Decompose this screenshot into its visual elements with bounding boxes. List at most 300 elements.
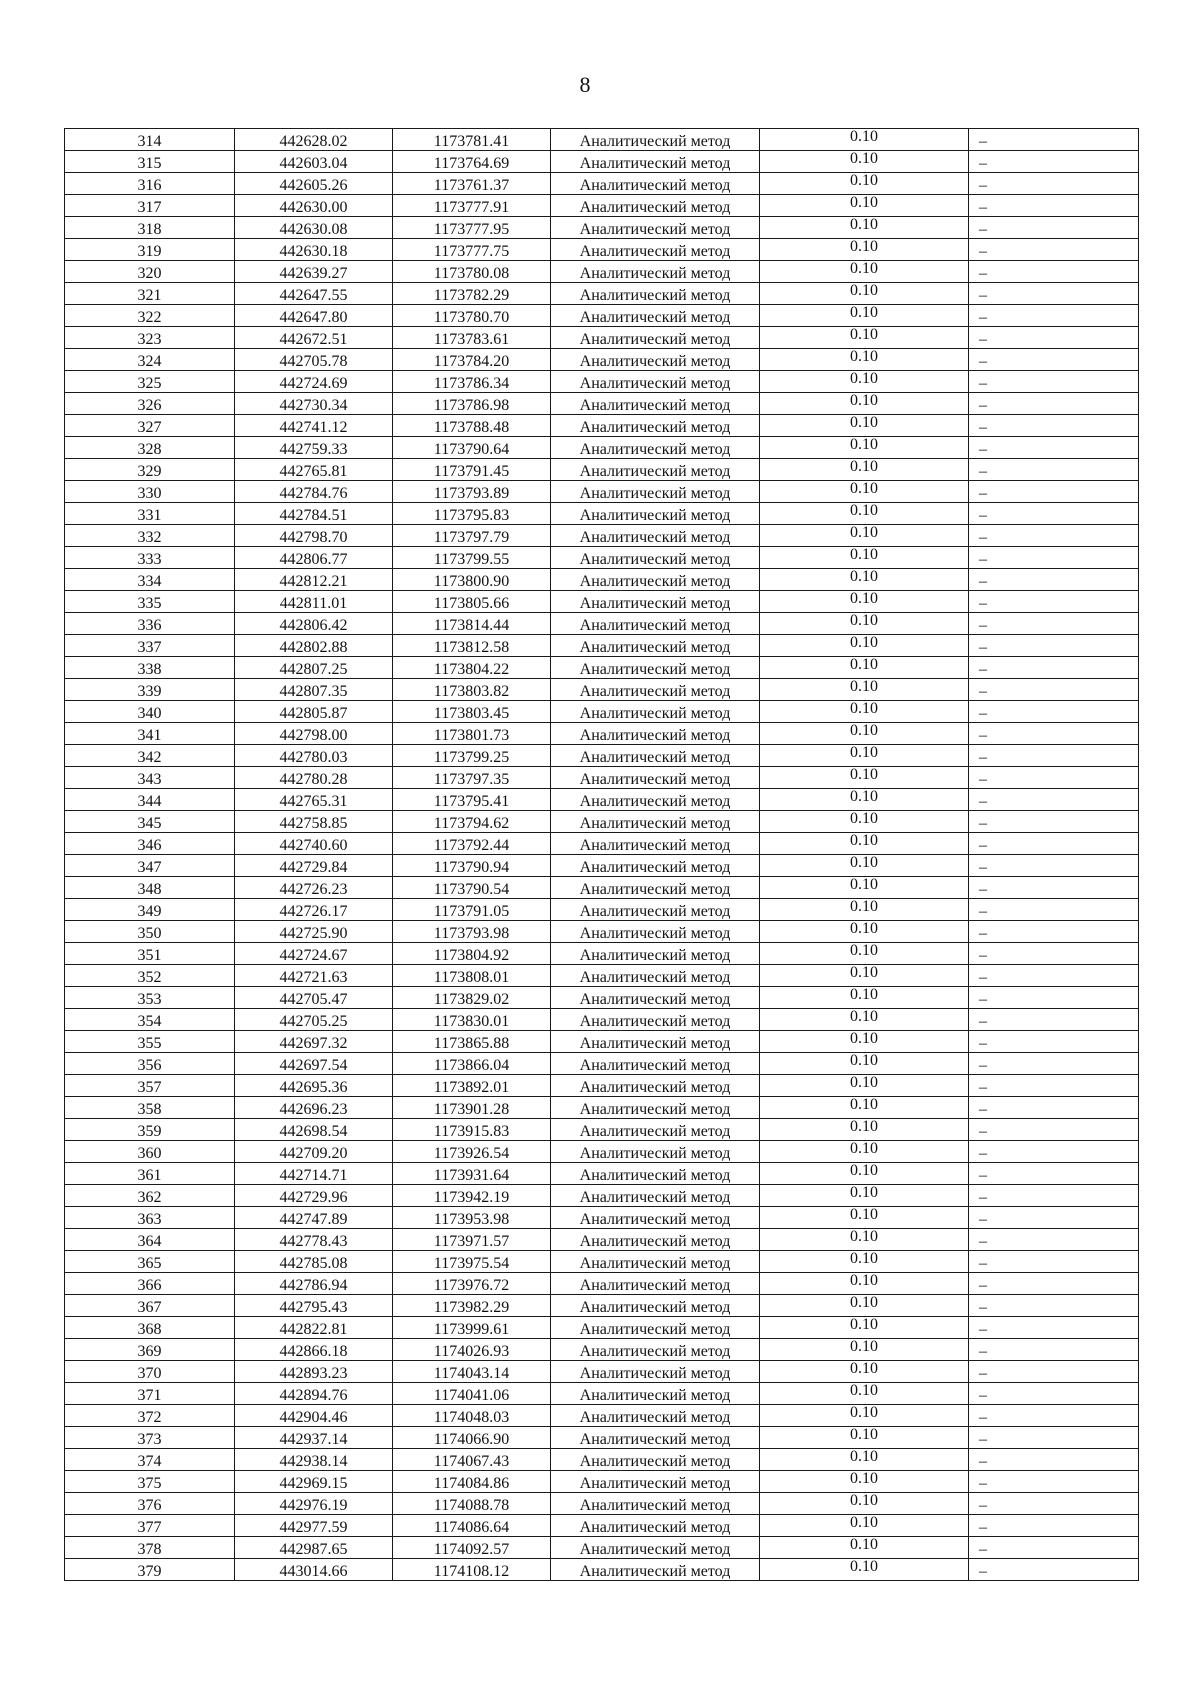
note-cell: – xyxy=(969,855,1139,877)
accuracy-cell: 0.10 xyxy=(760,679,969,701)
x-coordinate-cell: 442603.04 xyxy=(235,151,393,173)
note-cell: – xyxy=(969,613,1139,635)
note-cell: – xyxy=(969,1339,1139,1361)
point-number-cell: 346 xyxy=(65,833,235,855)
accuracy-cell: 0.10 xyxy=(760,547,969,569)
table-row xyxy=(65,393,1139,415)
y-coordinate-cell: 1173866.04 xyxy=(393,1053,551,1075)
point-number-cell: 333 xyxy=(65,547,235,569)
note-cell: – xyxy=(969,921,1139,943)
y-coordinate-cell: 1173791.45 xyxy=(393,459,551,481)
accuracy-cell: 0.10 xyxy=(760,1559,969,1581)
table-row xyxy=(65,195,1139,217)
accuracy-cell: 0.10 xyxy=(760,943,969,965)
x-coordinate-cell: 442758.85 xyxy=(235,811,393,833)
y-coordinate-cell: 1173865.88 xyxy=(393,1031,551,1053)
accuracy-cell: 0.10 xyxy=(760,1471,969,1493)
accuracy-cell: 0.10 xyxy=(760,349,969,371)
point-number-cell: 314 xyxy=(65,129,235,151)
method-cell: Аналитический метод xyxy=(551,547,760,569)
x-coordinate-cell: 442805.87 xyxy=(235,701,393,723)
x-coordinate-cell: 442630.00 xyxy=(235,195,393,217)
y-coordinate-cell: 1173892.01 xyxy=(393,1075,551,1097)
method-cell: Аналитический метод xyxy=(551,1053,760,1075)
x-coordinate-cell: 442798.70 xyxy=(235,525,393,547)
table-row xyxy=(65,987,1139,1009)
point-number-cell: 338 xyxy=(65,657,235,679)
note-cell: – xyxy=(969,1163,1139,1185)
point-number-cell: 343 xyxy=(65,767,235,789)
table-row xyxy=(65,1339,1139,1361)
y-coordinate-cell: 1173795.41 xyxy=(393,789,551,811)
table-row xyxy=(65,1405,1139,1427)
accuracy-cell: 0.10 xyxy=(760,635,969,657)
point-number-cell: 377 xyxy=(65,1515,235,1537)
note-cell: – xyxy=(969,1449,1139,1471)
table-row xyxy=(65,877,1139,899)
method-cell: Аналитический метод xyxy=(551,371,760,393)
method-cell: Аналитический метод xyxy=(551,239,760,261)
accuracy-cell: 0.10 xyxy=(760,965,969,987)
accuracy-cell: 0.10 xyxy=(760,1537,969,1559)
point-number-cell: 355 xyxy=(65,1031,235,1053)
x-coordinate-cell: 442696.23 xyxy=(235,1097,393,1119)
x-coordinate-cell: 443014.66 xyxy=(235,1559,393,1581)
x-coordinate-cell: 442786.94 xyxy=(235,1273,393,1295)
y-coordinate-cell: 1173901.28 xyxy=(393,1097,551,1119)
point-number-cell: 369 xyxy=(65,1339,235,1361)
y-coordinate-cell: 1173761.37 xyxy=(393,173,551,195)
x-coordinate-cell: 442726.17 xyxy=(235,899,393,921)
y-coordinate-cell: 1173781.41 xyxy=(393,129,551,151)
table-row xyxy=(65,1141,1139,1163)
point-number-cell: 363 xyxy=(65,1207,235,1229)
point-number-cell: 354 xyxy=(65,1009,235,1031)
method-cell: Аналитический метод xyxy=(551,217,760,239)
accuracy-cell: 0.10 xyxy=(760,151,969,173)
accuracy-cell: 0.10 xyxy=(760,1295,969,1317)
point-number-cell: 378 xyxy=(65,1537,235,1559)
point-number-cell: 379 xyxy=(65,1559,235,1581)
accuracy-cell: 0.10 xyxy=(760,195,969,217)
x-coordinate-cell: 442976.19 xyxy=(235,1493,393,1515)
x-coordinate-cell: 442894.76 xyxy=(235,1383,393,1405)
y-coordinate-cell: 1173808.01 xyxy=(393,965,551,987)
note-cell: – xyxy=(969,217,1139,239)
method-cell: Аналитический метод xyxy=(551,327,760,349)
accuracy-cell: 0.10 xyxy=(760,899,969,921)
note-cell: – xyxy=(969,1031,1139,1053)
table-row xyxy=(65,547,1139,569)
x-coordinate-cell: 442726.23 xyxy=(235,877,393,899)
point-number-cell: 366 xyxy=(65,1273,235,1295)
x-coordinate-cell: 442802.88 xyxy=(235,635,393,657)
table-row xyxy=(65,657,1139,679)
method-cell: Аналитический метод xyxy=(551,283,760,305)
note-cell: – xyxy=(969,173,1139,195)
table-row xyxy=(65,459,1139,481)
x-coordinate-cell: 442714.71 xyxy=(235,1163,393,1185)
point-number-cell: 370 xyxy=(65,1361,235,1383)
table-row xyxy=(65,569,1139,591)
method-cell: Аналитический метод xyxy=(551,349,760,371)
table-row xyxy=(65,943,1139,965)
note-cell: – xyxy=(969,1405,1139,1427)
note-cell: – xyxy=(969,349,1139,371)
note-cell: – xyxy=(969,261,1139,283)
note-cell: – xyxy=(969,1207,1139,1229)
note-cell: – xyxy=(969,1427,1139,1449)
method-cell: Аналитический метод xyxy=(551,1185,760,1207)
accuracy-cell: 0.10 xyxy=(760,1119,969,1141)
accuracy-cell: 0.10 xyxy=(760,745,969,767)
method-cell: Аналитический метод xyxy=(551,1207,760,1229)
method-cell: Аналитический метод xyxy=(551,679,760,701)
x-coordinate-cell: 442605.26 xyxy=(235,173,393,195)
method-cell: Аналитический метод xyxy=(551,1273,760,1295)
note-cell: – xyxy=(969,877,1139,899)
note-cell: – xyxy=(969,723,1139,745)
method-cell: Аналитический метод xyxy=(551,129,760,151)
x-coordinate-cell: 442795.43 xyxy=(235,1295,393,1317)
method-cell: Аналитический метод xyxy=(551,393,760,415)
note-cell: – xyxy=(969,371,1139,393)
table-row xyxy=(65,261,1139,283)
note-cell: – xyxy=(969,305,1139,327)
method-cell: Аналитический метод xyxy=(551,261,760,283)
note-cell: – xyxy=(969,459,1139,481)
note-cell: – xyxy=(969,129,1139,151)
x-coordinate-cell: 442647.55 xyxy=(235,283,393,305)
point-number-cell: 348 xyxy=(65,877,235,899)
table-row xyxy=(65,1251,1139,1273)
accuracy-cell: 0.10 xyxy=(760,1251,969,1273)
accuracy-cell: 0.10 xyxy=(760,1515,969,1537)
table-row xyxy=(65,239,1139,261)
y-coordinate-cell: 1173780.08 xyxy=(393,261,551,283)
x-coordinate-cell: 442709.20 xyxy=(235,1141,393,1163)
point-number-cell: 332 xyxy=(65,525,235,547)
y-coordinate-cell: 1173814.44 xyxy=(393,613,551,635)
accuracy-cell: 0.10 xyxy=(760,1141,969,1163)
table-row xyxy=(65,1427,1139,1449)
x-coordinate-cell: 442765.81 xyxy=(235,459,393,481)
method-cell: Аналитический метод xyxy=(551,613,760,635)
point-number-cell: 325 xyxy=(65,371,235,393)
table-row xyxy=(65,327,1139,349)
note-cell: – xyxy=(969,1185,1139,1207)
accuracy-cell: 0.10 xyxy=(760,1317,969,1339)
y-coordinate-cell: 1173804.92 xyxy=(393,943,551,965)
x-coordinate-cell: 442785.08 xyxy=(235,1251,393,1273)
table-row xyxy=(65,701,1139,723)
y-coordinate-cell: 1173782.29 xyxy=(393,283,551,305)
method-cell: Аналитический метод xyxy=(551,1449,760,1471)
point-number-cell: 375 xyxy=(65,1471,235,1493)
method-cell: Аналитический метод xyxy=(551,1383,760,1405)
y-coordinate-cell: 1173784.20 xyxy=(393,349,551,371)
point-number-cell: 323 xyxy=(65,327,235,349)
accuracy-cell: 0.10 xyxy=(760,921,969,943)
x-coordinate-cell: 442784.76 xyxy=(235,481,393,503)
x-coordinate-cell: 442977.59 xyxy=(235,1515,393,1537)
accuracy-cell: 0.10 xyxy=(760,657,969,679)
method-cell: Аналитический метод xyxy=(551,635,760,657)
method-cell: Аналитический метод xyxy=(551,151,760,173)
y-coordinate-cell: 1173982.29 xyxy=(393,1295,551,1317)
y-coordinate-cell: 1173791.05 xyxy=(393,899,551,921)
x-coordinate-cell: 442741.12 xyxy=(235,415,393,437)
table-row xyxy=(65,1119,1139,1141)
method-cell: Аналитический метод xyxy=(551,1031,760,1053)
x-coordinate-cell: 442759.33 xyxy=(235,437,393,459)
accuracy-cell: 0.10 xyxy=(760,877,969,899)
accuracy-cell: 0.10 xyxy=(760,261,969,283)
table-row xyxy=(65,283,1139,305)
point-number-cell: 357 xyxy=(65,1075,235,1097)
y-coordinate-cell: 1173803.45 xyxy=(393,701,551,723)
accuracy-cell: 0.10 xyxy=(760,1449,969,1471)
table-row xyxy=(65,1207,1139,1229)
table-row xyxy=(65,1537,1139,1559)
point-number-cell: 360 xyxy=(65,1141,235,1163)
accuracy-cell: 0.10 xyxy=(760,1427,969,1449)
table-row xyxy=(65,899,1139,921)
table-row xyxy=(65,305,1139,327)
note-cell: – xyxy=(969,1119,1139,1141)
x-coordinate-cell: 442639.27 xyxy=(235,261,393,283)
note-cell: – xyxy=(969,569,1139,591)
note-cell: – xyxy=(969,1383,1139,1405)
x-coordinate-cell: 442724.69 xyxy=(235,371,393,393)
method-cell: Аналитический метод xyxy=(551,1097,760,1119)
point-number-cell: 373 xyxy=(65,1427,235,1449)
x-coordinate-cell: 442740.60 xyxy=(235,833,393,855)
method-cell: Аналитический метод xyxy=(551,1119,760,1141)
x-coordinate-cell: 442866.18 xyxy=(235,1339,393,1361)
point-number-cell: 347 xyxy=(65,855,235,877)
note-cell: – xyxy=(969,701,1139,723)
x-coordinate-cell: 442630.08 xyxy=(235,217,393,239)
note-cell: – xyxy=(969,1493,1139,1515)
method-cell: Аналитический метод xyxy=(551,1251,760,1273)
note-cell: – xyxy=(969,1075,1139,1097)
x-coordinate-cell: 442698.54 xyxy=(235,1119,393,1141)
method-cell: Аналитический метод xyxy=(551,657,760,679)
table-row xyxy=(65,1383,1139,1405)
method-cell: Аналитический метод xyxy=(551,459,760,481)
y-coordinate-cell: 1173971.57 xyxy=(393,1229,551,1251)
method-cell: Аналитический метод xyxy=(551,921,760,943)
note-cell: – xyxy=(969,1053,1139,1075)
y-coordinate-cell: 1173800.90 xyxy=(393,569,551,591)
note-cell: – xyxy=(969,1097,1139,1119)
table-row xyxy=(65,1053,1139,1075)
note-cell: – xyxy=(969,811,1139,833)
x-coordinate-cell: 442628.02 xyxy=(235,129,393,151)
table-row xyxy=(65,745,1139,767)
x-coordinate-cell: 442806.77 xyxy=(235,547,393,569)
point-number-cell: 372 xyxy=(65,1405,235,1427)
y-coordinate-cell: 1173777.95 xyxy=(393,217,551,239)
x-coordinate-cell: 442647.80 xyxy=(235,305,393,327)
accuracy-cell: 0.10 xyxy=(760,239,969,261)
x-coordinate-cell: 442780.28 xyxy=(235,767,393,789)
table-row xyxy=(65,415,1139,437)
coordinates-table xyxy=(64,128,1139,1581)
point-number-cell: 315 xyxy=(65,151,235,173)
point-number-cell: 368 xyxy=(65,1317,235,1339)
y-coordinate-cell: 1173795.83 xyxy=(393,503,551,525)
table-row xyxy=(65,151,1139,173)
y-coordinate-cell: 1173793.98 xyxy=(393,921,551,943)
point-number-cell: 350 xyxy=(65,921,235,943)
y-coordinate-cell: 1174026.93 xyxy=(393,1339,551,1361)
note-cell: – xyxy=(969,327,1139,349)
accuracy-cell: 0.10 xyxy=(760,613,969,635)
y-coordinate-cell: 1173788.48 xyxy=(393,415,551,437)
x-coordinate-cell: 442798.00 xyxy=(235,723,393,745)
note-cell: – xyxy=(969,987,1139,1009)
note-cell: – xyxy=(969,1141,1139,1163)
y-coordinate-cell: 1173786.34 xyxy=(393,371,551,393)
x-coordinate-cell: 442630.18 xyxy=(235,239,393,261)
table-row xyxy=(65,591,1139,613)
accuracy-cell: 0.10 xyxy=(760,305,969,327)
point-number-cell: 341 xyxy=(65,723,235,745)
method-cell: Аналитический метод xyxy=(551,1229,760,1251)
method-cell: Аналитический метод xyxy=(551,305,760,327)
accuracy-cell: 0.10 xyxy=(760,1361,969,1383)
point-number-cell: 349 xyxy=(65,899,235,921)
y-coordinate-cell: 1174088.78 xyxy=(393,1493,551,1515)
x-coordinate-cell: 442730.34 xyxy=(235,393,393,415)
note-cell: – xyxy=(969,283,1139,305)
point-number-cell: 336 xyxy=(65,613,235,635)
method-cell: Аналитический метод xyxy=(551,811,760,833)
accuracy-cell: 0.10 xyxy=(760,371,969,393)
x-coordinate-cell: 442969.15 xyxy=(235,1471,393,1493)
method-cell: Аналитический метод xyxy=(551,1537,760,1559)
method-cell: Аналитический метод xyxy=(551,745,760,767)
method-cell: Аналитический метод xyxy=(551,173,760,195)
table-row xyxy=(65,1361,1139,1383)
method-cell: Аналитический метод xyxy=(551,525,760,547)
table-row xyxy=(65,965,1139,987)
y-coordinate-cell: 1173780.70 xyxy=(393,305,551,327)
method-cell: Аналитический метод xyxy=(551,767,760,789)
accuracy-cell: 0.10 xyxy=(760,217,969,239)
y-coordinate-cell: 1173792.44 xyxy=(393,833,551,855)
y-coordinate-cell: 1173794.62 xyxy=(393,811,551,833)
table-row xyxy=(65,1075,1139,1097)
method-cell: Аналитический метод xyxy=(551,877,760,899)
table-row xyxy=(65,855,1139,877)
note-cell: – xyxy=(969,195,1139,217)
note-cell: – xyxy=(969,1251,1139,1273)
table-row xyxy=(65,1317,1139,1339)
method-cell: Аналитический метод xyxy=(551,987,760,1009)
x-coordinate-cell: 442747.89 xyxy=(235,1207,393,1229)
point-number-cell: 319 xyxy=(65,239,235,261)
x-coordinate-cell: 442705.47 xyxy=(235,987,393,1009)
method-cell: Аналитический метод xyxy=(551,1163,760,1185)
accuracy-cell: 0.10 xyxy=(760,1493,969,1515)
table-row xyxy=(65,1163,1139,1185)
table-row xyxy=(65,1559,1139,1581)
note-cell: – xyxy=(969,899,1139,921)
point-number-cell: 344 xyxy=(65,789,235,811)
note-cell: – xyxy=(969,547,1139,569)
accuracy-cell: 0.10 xyxy=(760,1185,969,1207)
note-cell: – xyxy=(969,393,1139,415)
table-row xyxy=(65,1493,1139,1515)
table-row xyxy=(65,525,1139,547)
point-number-cell: 334 xyxy=(65,569,235,591)
method-cell: Аналитический метод xyxy=(551,965,760,987)
table-row xyxy=(65,129,1139,151)
point-number-cell: 374 xyxy=(65,1449,235,1471)
y-coordinate-cell: 1173790.94 xyxy=(393,855,551,877)
point-number-cell: 352 xyxy=(65,965,235,987)
note-cell: – xyxy=(969,1515,1139,1537)
point-number-cell: 337 xyxy=(65,635,235,657)
point-number-cell: 331 xyxy=(65,503,235,525)
x-coordinate-cell: 442812.21 xyxy=(235,569,393,591)
accuracy-cell: 0.10 xyxy=(760,1405,969,1427)
table-row xyxy=(65,173,1139,195)
y-coordinate-cell: 1173777.91 xyxy=(393,195,551,217)
note-cell: – xyxy=(969,767,1139,789)
note-cell: – xyxy=(969,1559,1139,1581)
x-coordinate-cell: 442806.42 xyxy=(235,613,393,635)
table-row xyxy=(65,1295,1139,1317)
point-number-cell: 328 xyxy=(65,437,235,459)
note-cell: – xyxy=(969,1537,1139,1559)
accuracy-cell: 0.10 xyxy=(760,1229,969,1251)
method-cell: Аналитический метод xyxy=(551,1515,760,1537)
y-coordinate-cell: 1173764.69 xyxy=(393,151,551,173)
note-cell: – xyxy=(969,1361,1139,1383)
method-cell: Аналитический метод xyxy=(551,1339,760,1361)
accuracy-cell: 0.10 xyxy=(760,569,969,591)
point-number-cell: 326 xyxy=(65,393,235,415)
point-number-cell: 318 xyxy=(65,217,235,239)
accuracy-cell: 0.10 xyxy=(760,811,969,833)
accuracy-cell: 0.10 xyxy=(760,701,969,723)
y-coordinate-cell: 1173804.22 xyxy=(393,657,551,679)
y-coordinate-cell: 1173793.89 xyxy=(393,481,551,503)
x-coordinate-cell: 442729.96 xyxy=(235,1185,393,1207)
note-cell: – xyxy=(969,833,1139,855)
method-cell: Аналитический метод xyxy=(551,1427,760,1449)
accuracy-cell: 0.10 xyxy=(760,1163,969,1185)
coordinates-table-body xyxy=(65,129,1139,1581)
y-coordinate-cell: 1173942.19 xyxy=(393,1185,551,1207)
y-coordinate-cell: 1174092.57 xyxy=(393,1537,551,1559)
x-coordinate-cell: 442822.81 xyxy=(235,1317,393,1339)
note-cell: – xyxy=(969,789,1139,811)
point-number-cell: 361 xyxy=(65,1163,235,1185)
x-coordinate-cell: 442724.67 xyxy=(235,943,393,965)
y-coordinate-cell: 1174086.64 xyxy=(393,1515,551,1537)
note-cell: – xyxy=(969,591,1139,613)
accuracy-cell: 0.10 xyxy=(760,1097,969,1119)
method-cell: Аналитический метод xyxy=(551,1295,760,1317)
table-row xyxy=(65,437,1139,459)
y-coordinate-cell: 1174041.06 xyxy=(393,1383,551,1405)
accuracy-cell: 0.10 xyxy=(760,481,969,503)
